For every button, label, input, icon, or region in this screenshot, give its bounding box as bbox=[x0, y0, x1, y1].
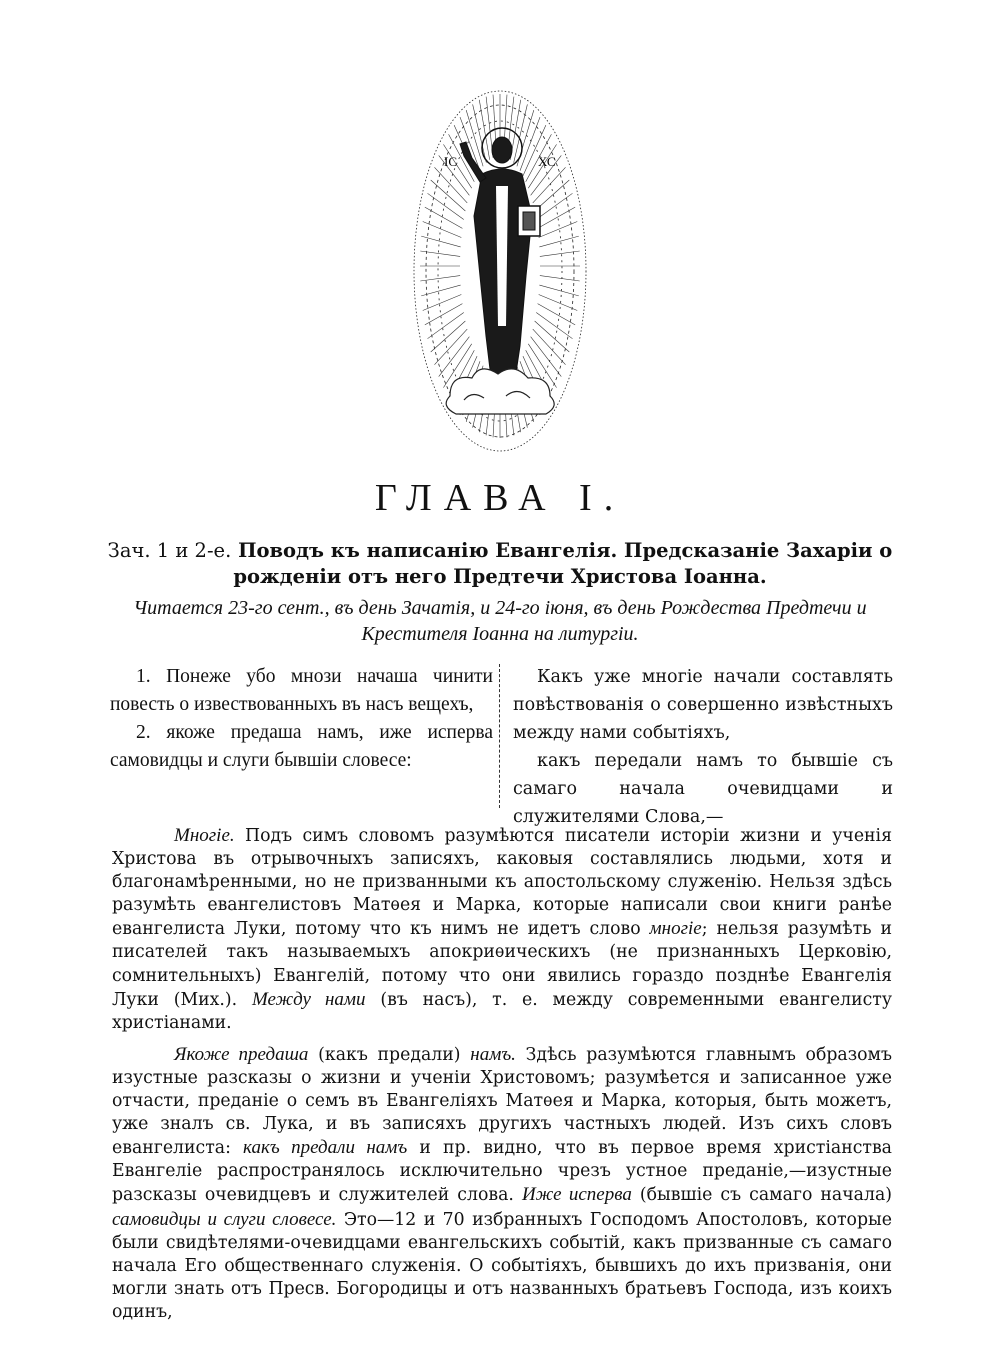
chapter-title: ГЛАВА I. bbox=[374, 477, 626, 519]
lead-term: Якоже предаша bbox=[174, 1043, 309, 1065]
monogram-right: ХС bbox=[538, 154, 556, 169]
christ-engraving bbox=[410, 86, 590, 456]
ray-line bbox=[536, 193, 572, 219]
slavonic-verse-2: 2. якоже предаша намъ, иже исперва самовидцы и слуги бывшiи словесе: bbox=[110, 722, 493, 771]
ray-line bbox=[538, 304, 576, 325]
text-run: (бывшіе съ самаго начала) bbox=[631, 1185, 892, 1206]
ray-line bbox=[427, 312, 463, 338]
monogram-left: ІС bbox=[444, 154, 457, 169]
ray-line bbox=[539, 294, 578, 310]
commentary-paragraph-2 bbox=[112, 1043, 892, 1324]
subtitle-text: Поводъ къ написанію Евангелія. Предсказаніе Захаріи о рожденіи отъ него Предтечи Христова Іоанна. bbox=[233, 539, 893, 588]
lead-term: Многіе. bbox=[174, 825, 235, 846]
ray-line bbox=[520, 117, 540, 171]
text-run: Это—12 и 70 избранныхъ Господомъ Апостоловъ, которые были свидѣтелями-очевидцами евангельскихъ событій, какъ призванные съ самаго начала Его общественнаго служенія. О событіяхъ, бывшихъ до ихъ призванія, они могли знать отъ Пресв. Богородицы и отъ названныхъ братьевъ Господа, изъ коихъ одинъ, bbox=[112, 1209, 892, 1322]
ray-line bbox=[434, 167, 467, 203]
ray-line bbox=[533, 329, 566, 365]
ray-line bbox=[479, 100, 489, 160]
slavonic-verse-1: 1. Понеже убо мнози начаша чинити повесть о извествованныхъ въ насъ вещехъ, bbox=[110, 666, 493, 715]
russian-column bbox=[513, 663, 893, 831]
text-run: (какъ предали) bbox=[308, 1044, 471, 1065]
text-run: и пр. видно, что въ первое время христіанства Евангеліе распространялось исключительно чрезъ устное преданіе,—изустные разсказы очевидцевъ и служителей слова. bbox=[112, 1138, 892, 1206]
slavonic-column bbox=[110, 663, 493, 775]
text-run: Подъ симъ словомъ разумѣются писатели исторіи жизни и ученія Христова въ отрывочныхъ записяхъ, каковыя составлялись людьми, хотя и благонамѣренными, но не призванными къ апостольскому служенію. Нельзя здѣсь разумѣть евангелистовъ Матѳея и Марка, которые написали свои книги ранѣе евангелиста Луки, потому что къ нимъ не идетъ слово bbox=[112, 826, 892, 940]
emphasis: самовидцы и слуги словесе. bbox=[112, 1208, 337, 1230]
column-divider bbox=[499, 664, 500, 808]
ray-line bbox=[421, 285, 460, 296]
emphasis: Иже исперва bbox=[521, 1184, 632, 1206]
commentary-paragraph-1 bbox=[112, 824, 892, 1035]
ray-line bbox=[539, 285, 578, 296]
emphasis: Между нами bbox=[251, 988, 366, 1010]
ray-line bbox=[533, 167, 566, 203]
russian-verse-2: какъ передали намъ то бывшіе съ самаго начала очевидцами и служителями Слова,— bbox=[513, 751, 893, 827]
russian-verse-1: Какъ уже многіе начали составлять повѣствованія о совершенно извѣстныхъ между нами событіяхъ, bbox=[513, 667, 893, 743]
emphasis: многіе bbox=[649, 918, 702, 940]
zachalo-number: Зач. 1 и 2-е. bbox=[107, 539, 232, 562]
text-run: (въ насъ), т. е. между современными евангелисту христіанами. bbox=[112, 989, 893, 1033]
text-run: Здѣсь разумѣются главнымъ образомъ изустные разсказы о жизни и ученіи Христовомъ; разумѣется и записанное уже отчасти, преданіе о семъ въ Евангеліяхъ Матѳея и Марка, которыя, быть можетъ, уже зналъ св. Лука, и въ записяхъ другихъ частныхъ людей. Изъ сихъ словъ евангелиста: bbox=[112, 1044, 892, 1159]
ray-line bbox=[425, 304, 463, 325]
emphasis: намъ. bbox=[470, 1043, 516, 1065]
ray-line bbox=[538, 207, 576, 228]
reading-note: Читается 23-го сент., въ день Зачатія, и 24-го іюня, въ день Рождества Предтечи и Крестителя Іоанна на литургіи. bbox=[133, 597, 867, 645]
ray-line bbox=[536, 312, 572, 338]
ray-line bbox=[531, 337, 562, 377]
chapter-subtitle bbox=[95, 538, 905, 590]
text-run: ; нельзя разумѣть и писателей такъ называемыхъ апокриѳическихъ (не признанныхъ Церковію, сомнительныхъ) Евангелій, потому что они явились гораздо позднѣе Евангелія Луки (Мих.). bbox=[112, 919, 892, 1010]
ray-line bbox=[434, 329, 467, 365]
figure bbox=[460, 128, 540, 386]
commentary bbox=[112, 824, 892, 1332]
ray-line bbox=[423, 294, 462, 310]
clouds bbox=[446, 369, 554, 414]
emphasis: какъ предали намъ bbox=[243, 1137, 408, 1159]
